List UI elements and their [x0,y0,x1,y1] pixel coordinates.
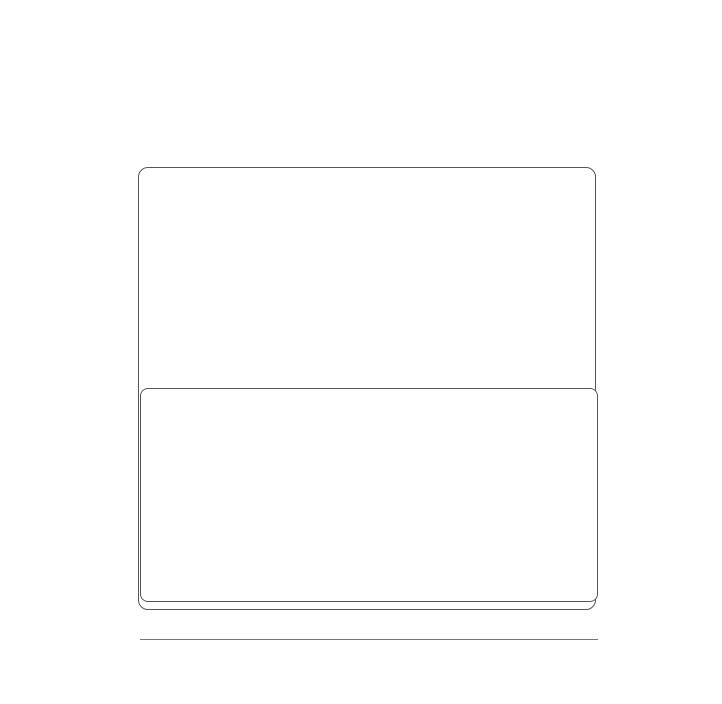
footer-rule [140,639,598,640]
instructions-box [140,388,598,602]
